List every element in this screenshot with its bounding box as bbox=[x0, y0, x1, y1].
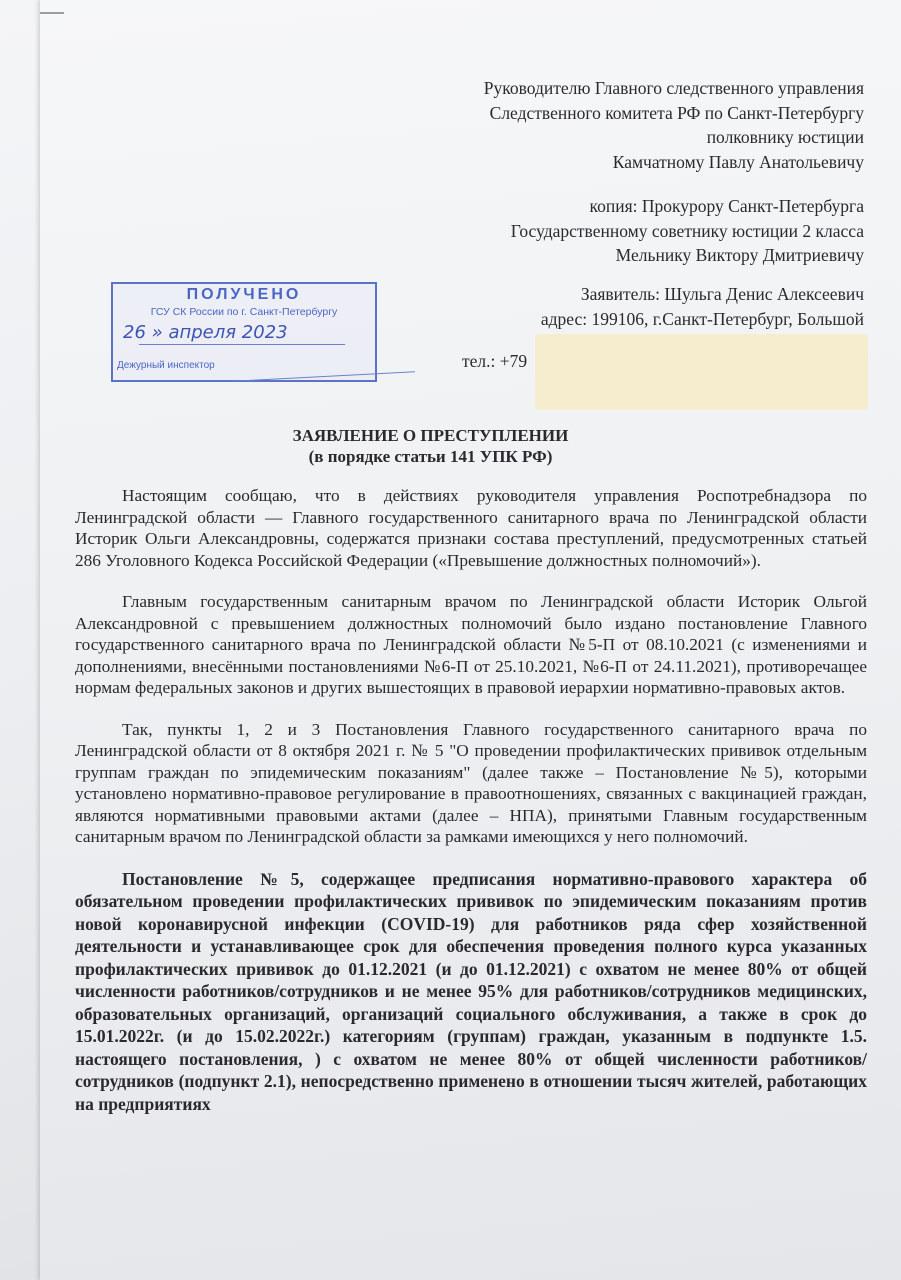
copy-line: Мельнику Виктору Дмитриевичу bbox=[615, 245, 864, 265]
stamp-date-line bbox=[139, 344, 345, 345]
body-paragraph: Настоящим сообщаю, что в действиях руководителя управления Роспотребнадзора по Ленинградской области — Главного государственного санитарного врача по Ленинградской области Историк Ольги Александровны, содержатся признаки состава преступлений, предусмотренных статьей 286 Уголовного Кодекса Российской Федерации («Превышение должностных полномочий»). bbox=[75, 486, 867, 570]
addressee-line: Камчатному Павлу Анатольевичу bbox=[612, 151, 864, 172]
document-title bbox=[0, 425, 861, 467]
addressee-line: Руководителю Главного следственного управления bbox=[483, 78, 864, 98]
body-paragraph-bold: Постановление №5, содержащее предписания нормативно-правового характера об обязательном проведении профилактических прививок по эпидемическим показаниям против новой коронавирусной инфекции (COVID-19) для работников ряда сфер хозяйственной деятельности и устанавливающее срок для обеспечения проведения полного курса указанных профилактических прививок до 01.12.2021 (и до 01.12.2021) с охватом не менее 80% от общей численности работников/сотрудников и не менее 95% для работников/сотрудников медицинских, образовательных организаций, организаций социального обслуживания, а также в срок до 15.01.2022г. (и до 15.02.2022г.) категориям (группам) граждан, указанным в подпункте 1.5. настоящего постановления, ) с охватом не менее 80% от общей численности работников/сотрудников (подпункт 2.1), непосредственно применено в отношении тысяч жителей, работающих на предприятиях bbox=[75, 868, 867, 1114]
body-paragraph: Главным государственным санитарным врачом по Ленинградской области Историк Ольгой Александровной с превышением должностных полномочий было издано постановление Главного государственного санитарного врача по Ленинградской области №5-П от 08.10.2021 (с изменениями и дополнениями, внесёнными постановлениями №6-П от 25.10.2021, №6-П от 24.11.2021), противоречащее нормам федеральных законов и других вышестоящих в правовой иерархии нормативно-правовых актов. bbox=[75, 592, 867, 697]
stamp-duty-officer: Дежурный инспектор bbox=[117, 360, 215, 371]
redaction-box bbox=[535, 334, 868, 410]
applicant-phone: тел.: +79 bbox=[462, 351, 528, 371]
applicant-name: Заявитель: Шульга Денис Алексеевич bbox=[580, 284, 864, 304]
copy-line: Государственному советнику юстиции 2 класса bbox=[510, 220, 864, 241]
stamp-title: ПОЛУЧЕНО bbox=[186, 286, 302, 303]
addressee-line: Следственного комитета РФ по Санкт-Петербургу bbox=[489, 102, 864, 123]
document-body bbox=[75, 485, 867, 1135]
stamp-date: 26 » апреля 2023 bbox=[123, 322, 288, 343]
title-subtitle: (в порядке статьи 141 УПК РФ) bbox=[308, 447, 553, 466]
title-main: ЗАЯВЛЕНИЕ О ПРЕСТУПЛЕНИИ bbox=[292, 426, 569, 445]
page-edge-mark bbox=[40, 12, 64, 14]
body-paragraph: Так, пункты 1, 2 и 3 Постановления Главного государственного санитарного врача по Ленинградской области от 8 октября 2021 г. № 5 "О проведении профилактических прививок отдельным группам граждан по эпидемическим показаниям" (далее также – Постановление №5), которыми установлено нормативно-правовое регулирование в правоотношениях, связанных с вакцинацией граждан, являются нормативными правовыми актами (далее – НПА), принятыми Главным государственным санитарным врачом по Ленинградской области за рамками имеющихся у него полномочий. bbox=[75, 719, 867, 846]
stamp-organization: ГСУ СК России по г. Санкт-Петербургу bbox=[150, 306, 338, 318]
addressee-line: полковнику юстиции bbox=[706, 127, 864, 147]
applicant-block bbox=[541, 282, 864, 332]
received-stamp bbox=[111, 282, 377, 382]
applicant-address: адрес: 199106, г.Санкт-Петербург, Большой bbox=[540, 309, 864, 329]
copy-line: копия: Прокурору Санкт-Петербурга bbox=[589, 196, 864, 216]
addressee-block bbox=[484, 76, 864, 268]
